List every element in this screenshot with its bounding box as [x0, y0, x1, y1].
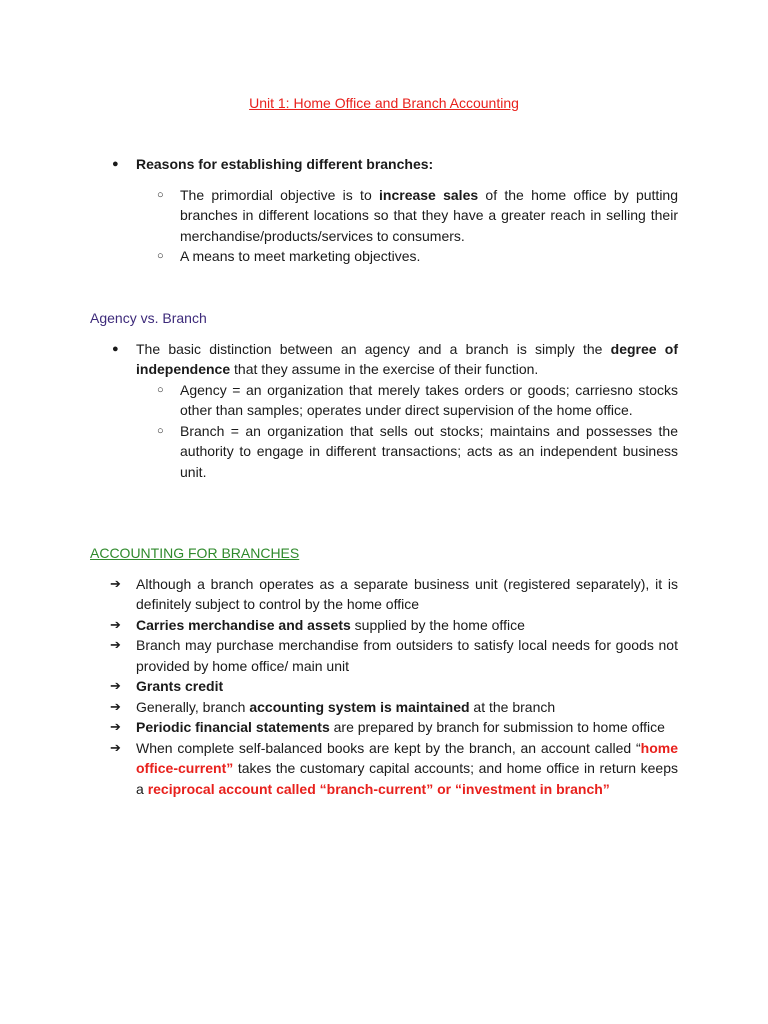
section-heading: ACCOUNTING FOR BRANCHES: [90, 545, 300, 561]
list-item: [90, 738, 678, 800]
text-run: at the branch: [469, 698, 556, 715]
arrow-right-icon: ➔: [110, 575, 121, 591]
list-item: [90, 635, 678, 676]
text-run-bold: accounting system is maintained: [249, 698, 470, 715]
section-agency-vs-branch: [90, 308, 678, 482]
section-heading: Agency vs. Branch: [90, 310, 207, 326]
text-run: Branch = an organization that sells out stocks; maintains and possesses the authority to engage in different transactions; acts as an independent business unit.: [180, 422, 678, 480]
text-run-bold: Periodic financial statements: [136, 719, 330, 735]
arrow-right-icon: ➔: [110, 637, 121, 652]
text-run: The primordial objective is to: [180, 186, 380, 203]
section-accounting-for-branches: [90, 543, 678, 799]
page-title: Unit 1: Home Office and Branch Accounting: [249, 95, 519, 111]
text-run: are prepared by branch for submission to home office: [329, 719, 665, 735]
list-item: [90, 380, 678, 421]
list-item: [90, 246, 678, 267]
text-run: Agency = an organization that merely takes orders or goods; carriesno stocks other than samples; operates under direct supervision of the home office.: [180, 381, 678, 418]
bullet-circle-icon: ○: [157, 250, 164, 262]
arrow-right-icon: ➔: [110, 739, 121, 755]
arrow-right-icon: ➔: [110, 678, 121, 693]
text-run: When complete self-balanced books are kept by the branch, an account called “: [136, 739, 641, 756]
list-item: [90, 717, 678, 738]
list-item: [90, 154, 678, 175]
list-item: [90, 185, 678, 247]
text-run-red: home office-current”: [136, 739, 678, 776]
text-run-bold: increase sales: [379, 186, 479, 203]
text-run-bold: Carries merchandise and assets: [136, 616, 351, 633]
text-run: Branch may purchase merchandise from outsiders to satisfy local needs for goods not provided by home office/ main unit: [136, 637, 678, 674]
arrow-right-icon: ➔: [110, 698, 121, 714]
bullet-dot-icon: ●: [112, 158, 119, 170]
text-run-red: reciprocal account called “branch-current” or “investment in branch”: [147, 780, 610, 797]
list-item: [90, 615, 678, 636]
arrow-right-icon: ➔: [110, 616, 121, 632]
list-item: [90, 697, 678, 718]
bullet-dot-icon: ●: [112, 342, 119, 355]
text-run: The basic distinction between an agency and a branch is simply the: [136, 340, 611, 357]
text-run: Although a branch operates as a separate business unit (registered separately), it is definitely subject to control by the home office: [136, 575, 678, 612]
arrow-right-icon: ➔: [110, 719, 121, 734]
bullet-text: Reasons for establishing different branches:: [136, 156, 434, 172]
text-run: takes the customary capital accounts; and home office in return keeps a: [136, 760, 678, 797]
list-item: [90, 574, 678, 615]
text-run: that they assume in the exercise of their function.: [230, 361, 539, 377]
text-run-bold: Grants credit: [136, 678, 224, 694]
text-run-bold: degree of independence: [136, 340, 679, 377]
text-run: of the home office by putting branches in different locations so that they have a greater reach in selling their merchandise/products/services to consumers.: [180, 186, 679, 244]
bullet-circle-icon: ○: [157, 424, 164, 437]
bullet-circle-icon: ○: [157, 383, 164, 396]
list-item: [90, 676, 678, 697]
text-run: A means to meet marketing objectives.: [180, 248, 421, 264]
text-run: supplied by the home office: [350, 616, 525, 633]
section-reasons: [90, 154, 678, 267]
text-run: Generally, branch: [136, 698, 250, 715]
bullet-circle-icon: ○: [157, 188, 164, 201]
list-item: [90, 339, 678, 380]
list-item: [90, 421, 678, 483]
